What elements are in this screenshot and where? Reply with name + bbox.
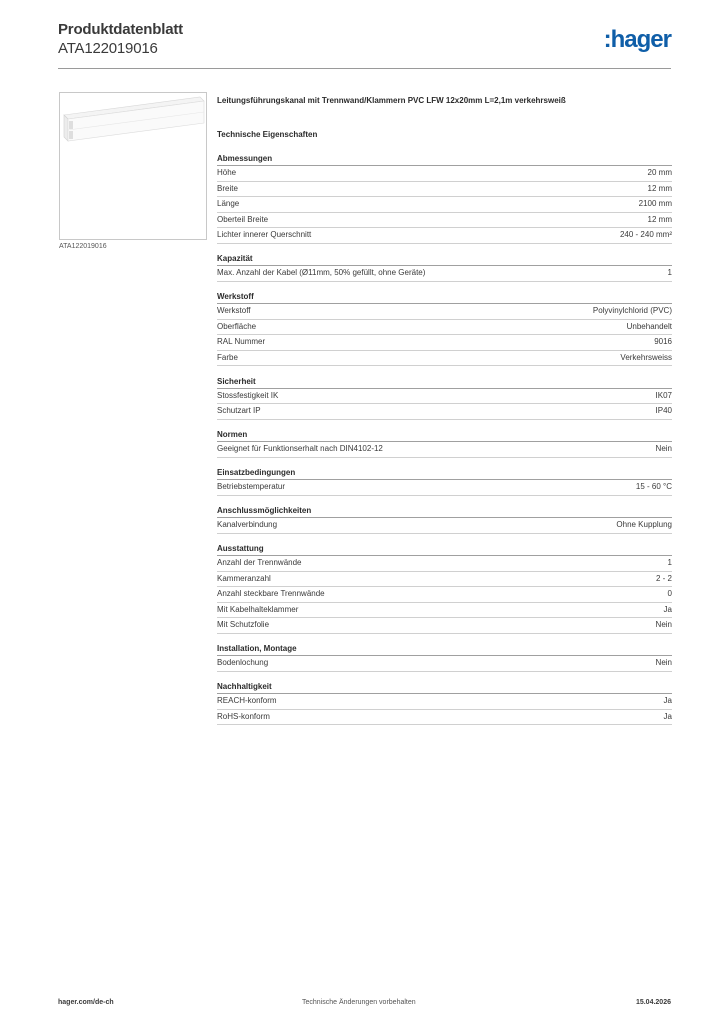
property-label: Schutzart IP bbox=[217, 406, 261, 415]
property-label: RAL Nummer bbox=[217, 337, 266, 346]
property-label: Bodenlochung bbox=[217, 658, 269, 667]
property-row bbox=[217, 166, 672, 182]
property-row bbox=[217, 603, 672, 619]
property-label: Farbe bbox=[217, 352, 238, 362]
property-row bbox=[217, 572, 672, 588]
footer-notice: Technische Änderungen vorbehalten bbox=[302, 999, 416, 1006]
property-label: Lichter innerer Querschnitt bbox=[217, 230, 312, 239]
property-row bbox=[217, 320, 672, 336]
property-value: 1 bbox=[667, 558, 672, 567]
property-value: Ja bbox=[663, 604, 672, 614]
property-groups bbox=[217, 153, 672, 725]
group-title: Nachhaltigkeit bbox=[217, 681, 672, 694]
cable-duct-illustration bbox=[60, 93, 206, 239]
property-label: Anzahl steckbare Trennwände bbox=[217, 589, 325, 598]
property-value: Nein bbox=[655, 658, 672, 667]
property-value: Polyvinylchlorid (PVC) bbox=[592, 306, 672, 315]
property-value: Ja bbox=[663, 696, 672, 705]
property-value: Verkehrsweiss bbox=[620, 352, 672, 362]
property-value: 240 - 240 mm² bbox=[619, 230, 672, 239]
property-row bbox=[217, 213, 672, 229]
group-title: Normen bbox=[217, 429, 672, 442]
property-value: 2 - 2 bbox=[655, 573, 672, 583]
group-title: Abmessungen bbox=[217, 153, 672, 166]
group-title: Anschlussmöglichkeiten bbox=[217, 505, 672, 518]
property-row bbox=[217, 587, 672, 603]
property-group bbox=[217, 153, 672, 244]
footer-website: hager.com/de-ch bbox=[58, 999, 114, 1006]
document-article-number: ATA122019016 bbox=[58, 40, 158, 57]
property-group bbox=[217, 291, 672, 366]
header-divider bbox=[58, 68, 671, 69]
property-value: 15 - 60 °C bbox=[635, 482, 672, 491]
property-group bbox=[217, 253, 672, 282]
property-group bbox=[217, 376, 672, 420]
property-value: 2100 mm bbox=[638, 199, 672, 208]
page-header bbox=[58, 20, 671, 68]
product-details bbox=[217, 95, 672, 735]
property-value: 1 bbox=[667, 268, 672, 277]
property-row bbox=[217, 335, 672, 351]
footer-date: 15.04.2026 bbox=[635, 999, 671, 1006]
property-row bbox=[217, 351, 672, 367]
property-value: 9016 bbox=[654, 337, 672, 346]
property-value: Nein bbox=[655, 620, 672, 629]
property-row bbox=[217, 182, 672, 198]
property-row bbox=[217, 266, 672, 282]
property-row bbox=[217, 694, 672, 710]
property-label: REACH-konform bbox=[217, 696, 277, 705]
document-title: Produktdatenblatt bbox=[58, 21, 183, 38]
property-label: Max. Anzahl der Kabel (Ø11mm, 50% gefüllt, ohne Geräte) bbox=[217, 268, 426, 277]
property-value: Unbehandelt bbox=[626, 321, 672, 331]
property-label: Mit Kabelhalteklammer bbox=[217, 604, 299, 614]
property-row bbox=[217, 404, 672, 420]
property-row bbox=[217, 656, 672, 672]
property-row bbox=[217, 480, 672, 496]
property-label: Oberteil Breite bbox=[217, 214, 269, 224]
group-title: Kapazität bbox=[217, 253, 672, 266]
property-group bbox=[217, 429, 672, 458]
hager-logo: :hager bbox=[603, 26, 671, 53]
property-row bbox=[217, 618, 672, 634]
property-group bbox=[217, 681, 672, 725]
property-group bbox=[217, 467, 672, 496]
property-value: 20 mm bbox=[647, 168, 672, 177]
property-row bbox=[217, 197, 672, 213]
property-label: Höhe bbox=[217, 168, 237, 177]
property-value: IP40 bbox=[655, 406, 672, 415]
property-value: Nein bbox=[655, 444, 672, 453]
property-group bbox=[217, 505, 672, 534]
property-value: 12 mm bbox=[647, 214, 672, 224]
property-group bbox=[217, 543, 672, 634]
property-row bbox=[217, 710, 672, 726]
group-title: Werkstoff bbox=[217, 291, 672, 304]
property-row bbox=[217, 442, 672, 458]
property-value: IK07 bbox=[655, 390, 672, 400]
property-value: Ja bbox=[663, 711, 672, 721]
property-row bbox=[217, 389, 672, 405]
image-caption: ATA122019016 bbox=[59, 243, 107, 250]
group-title: Sicherheit bbox=[217, 376, 672, 389]
property-label: Anzahl der Trennwände bbox=[217, 558, 302, 567]
property-label: Werkstoff bbox=[217, 306, 251, 315]
property-group bbox=[217, 643, 672, 672]
group-title: Installation, Montage bbox=[217, 643, 672, 656]
group-title: Einsatzbedingungen bbox=[217, 467, 672, 480]
property-label: Kammeranzahl bbox=[217, 573, 271, 583]
property-value: 12 mm bbox=[647, 183, 672, 193]
property-row bbox=[217, 228, 672, 244]
property-label: Länge bbox=[217, 199, 240, 208]
property-value: 0 bbox=[667, 589, 672, 598]
property-label: Breite bbox=[217, 183, 238, 193]
group-title: Ausstattung bbox=[217, 543, 672, 556]
property-row bbox=[217, 556, 672, 572]
property-label: Stossfestigkeit IK bbox=[217, 390, 279, 400]
technical-properties-heading: Technische Eigenschaften bbox=[217, 130, 318, 139]
property-label: RoHS-konform bbox=[217, 711, 270, 721]
product-image bbox=[59, 92, 207, 240]
property-row bbox=[217, 304, 672, 320]
property-label: Kanalverbindung bbox=[217, 520, 278, 529]
property-label: Oberfläche bbox=[217, 321, 257, 331]
property-value: Ohne Kupplung bbox=[616, 520, 672, 529]
property-label: Geeignet für Funktionserhalt nach DIN4102-12 bbox=[217, 444, 383, 453]
product-title: Leitungsführungskanal mit Trennwand/Klammern PVC LFW 12x20mm L=2,1m verkehrsweiß bbox=[217, 96, 566, 105]
property-label: Mit Schutzfolie bbox=[217, 620, 270, 629]
property-row bbox=[217, 518, 672, 534]
property-label: Betriebstemperatur bbox=[217, 482, 286, 491]
